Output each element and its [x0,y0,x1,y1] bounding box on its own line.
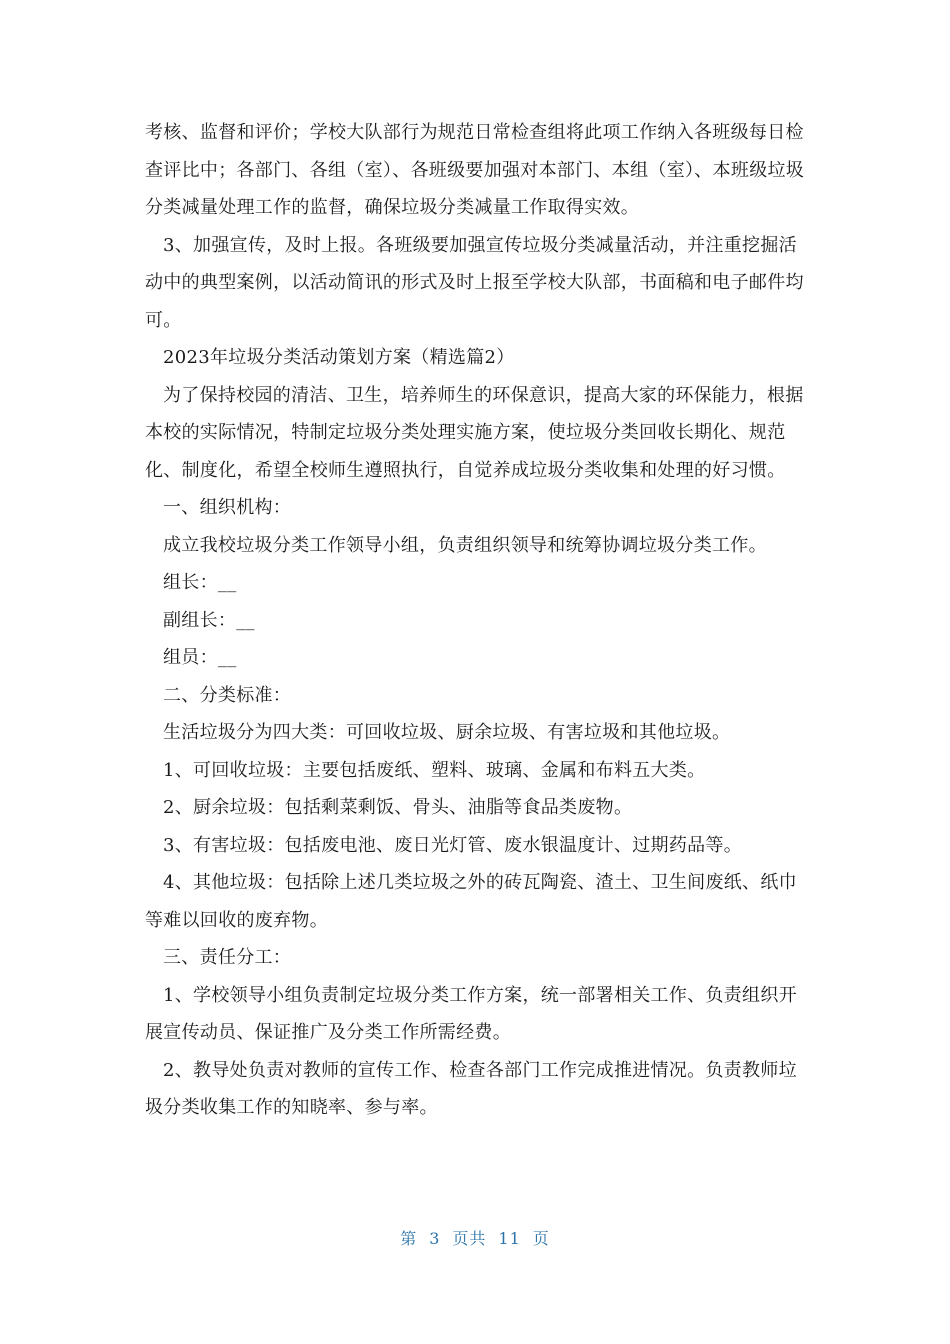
paragraph-intro: 为了保持校园的清洁、卫生，培养师生的环保意识，提高大家的环保能力，根据本校的实际情况，特制定垃圾分类处理实施方案，使垃圾分类回收长期化、规范化、制度化，希望全校师生遵照执行，自觉养成垃圾分类收集和处理的好习惯。 [145,384,804,481]
document-body [145,114,805,1127]
list-item-teaching-office: 2、教导处负责对教师的宣传工作、检查各部门工作完成推进情况。负责教师垃圾分类收集工作的知晓率、参与率。 [145,1059,797,1118]
list-item-other: 4、其他垃圾：包括除上述几类垃圾之外的砖瓦陶瓷、渣土、卫生间废纸、纸巾等难以回收的废弃物。 [145,872,797,931]
footer-page-number: 3 [429,1229,441,1248]
heading-responsibilities: 三、责任分工： [163,947,292,968]
list-item-recyclable: 1、可回收垃圾：主要包括废纸、塑料、玻璃、金属和布料五大类。 [163,759,706,781]
list-item-hazardous: 3、有害垃圾：包括废电池、废日光灯管、废水银温度计、过期药品等。 [163,834,743,856]
field-deputy-leader: 副组长：__ [163,609,255,631]
footer-prefix: 第 [400,1229,418,1248]
list-item-leadership: 1、学校领导小组负责制定垃圾分类工作方案，统一部署相关工作、负责组织开展宣传动员、保证推广及分类工作所需经费。 [145,984,797,1043]
footer-total-pages: 11 [498,1229,521,1248]
field-members: 组员：__ [163,647,237,668]
page-footer [0,1226,950,1249]
paragraph-publicity: 3、加强宣传，及时上报。各班级要加强宣传垃圾分类减量活动，并注重挖掘活动中的典型案例，以活动简讯的形式及时上报至学校大队部，书面稿和电子邮件均可。 [145,234,804,331]
paragraph-leadership-group: 成立我校垃圾分类工作领导小组，负责组织领导和统筹协调垃圾分类工作。 [163,534,767,556]
list-item-kitchen: 2、厨余垃圾：包括剩菜剩饭、骨头、油脂等食品类废物。 [163,797,633,818]
footer-suffix: 页 [532,1229,550,1248]
heading-organization: 一、组织机构： [163,497,292,518]
paragraph-continuation: 考核、监督和评价；学校大队部行为规范日常检查组将此项工作纳入各班级每日检查评比中；各部门、各组（室）、各班级要加强对本部门、本组（室）、本班级垃圾分类减量处理工作的监督，确保垃圾分类减量工作取得实效。 [145,122,805,218]
heading-classification: 二、分类标准： [163,684,292,706]
field-group-leader: 组长：__ [163,572,237,593]
section-title: 2023年垃圾分类活动策划方案（精选篇2） [163,347,515,368]
footer-middle: 页共 [452,1229,487,1248]
paragraph-four-categories: 生活垃圾分为四大类：可回收垃圾、厨余垃圾、有害垃圾和其他垃圾。 [163,722,731,743]
